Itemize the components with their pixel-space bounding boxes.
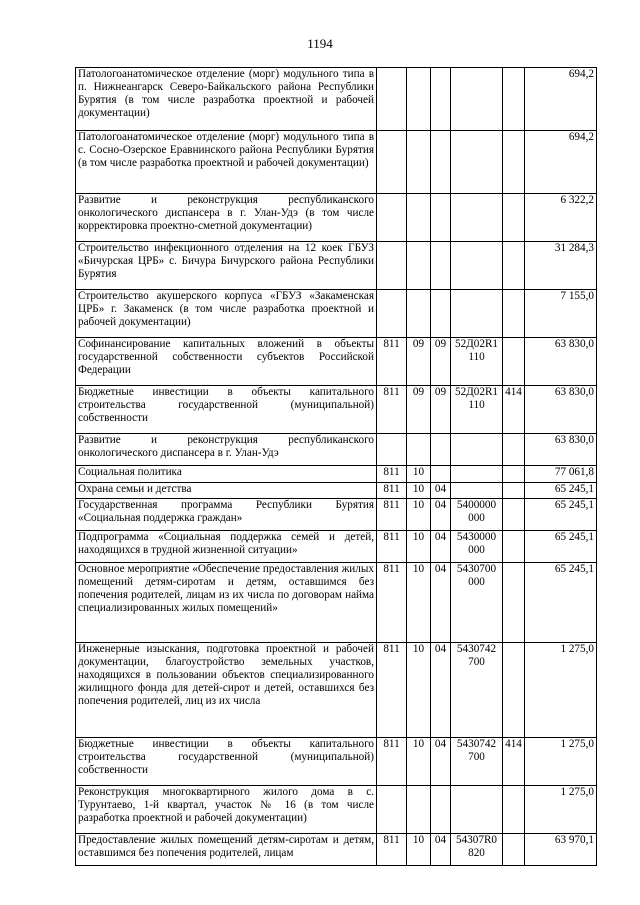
table-row	[76, 386, 597, 434]
row-gr-cell: 811	[377, 563, 407, 643]
row-vr-cell	[503, 290, 525, 338]
row-csr-cell	[451, 131, 503, 194]
table-row	[76, 738, 597, 786]
row-gr-cell	[377, 786, 407, 834]
table-row	[76, 786, 597, 834]
table-row	[76, 483, 597, 499]
table-row	[76, 531, 597, 563]
table-row	[76, 194, 597, 242]
table-row	[76, 643, 597, 738]
row-pr-cell	[431, 68, 451, 131]
budget-table-body	[76, 68, 597, 866]
row-gr-cell: 811	[377, 499, 407, 531]
row-csr-cell: 5400000 000	[451, 499, 503, 531]
row-csr-cell	[451, 290, 503, 338]
row-vr-cell: 414	[503, 386, 525, 434]
row-vr-cell	[503, 531, 525, 563]
row-pr-cell: 04	[431, 738, 451, 786]
row-pr-cell: 04	[431, 531, 451, 563]
row-rz-cell: 10	[407, 738, 431, 786]
row-rz-cell	[407, 68, 431, 131]
row-sum-cell: 694,2	[525, 131, 597, 194]
row-gr-cell: 811	[377, 834, 407, 866]
row-vr-cell	[503, 434, 525, 466]
row-gr-cell	[377, 434, 407, 466]
row-rz-cell: 10	[407, 499, 431, 531]
row-csr-cell	[451, 68, 503, 131]
row-sum-cell: 63 830,0	[525, 386, 597, 434]
row-csr-cell: 54307R0 820	[451, 834, 503, 866]
row-pr-cell: 04	[431, 499, 451, 531]
row-vr-cell	[503, 786, 525, 834]
row-sum-cell: 1 275,0	[525, 786, 597, 834]
row-gr-cell: 811	[377, 338, 407, 386]
row-pr-cell: 04	[431, 563, 451, 643]
row-gr-cell: 811	[377, 483, 407, 499]
row-vr-cell: 414	[503, 738, 525, 786]
row-rz-cell: 10	[407, 531, 431, 563]
row-pr-cell	[431, 131, 451, 194]
table-row	[76, 131, 597, 194]
row-gr-cell: 811	[377, 643, 407, 738]
table-row	[76, 499, 597, 531]
row-rz-cell: 10	[407, 483, 431, 499]
table-row	[76, 563, 597, 643]
row-pr-cell	[431, 786, 451, 834]
row-csr-cell: 52Д02R1 110	[451, 386, 503, 434]
row-csr-cell: 5430000 000	[451, 531, 503, 563]
row-name-cell: Инженерные изыскания, подготовка проектной и рабочей документации, благоустройство земельных участков, находящихся в пользовании объектов специализированного жилищного фонда для детей-сирот и детей, оставшихся без попечения родителей, лиц из их числа	[76, 643, 377, 738]
row-sum-cell: 63 970,1	[525, 834, 597, 866]
row-gr-cell	[377, 290, 407, 338]
row-gr-cell	[377, 194, 407, 242]
row-name-cell: Строительство инфекционного отделения на 12 коек ГБУЗ «Бичурская ЦРБ» с. Бичура Бичурского района Республики Бурятия	[76, 242, 377, 290]
row-sum-cell: 1 275,0	[525, 738, 597, 786]
row-name-cell: Патологоанатомическое отделение (морг) модульного типа в с. Сосно-Озерское Еравнинского района Республики Бурятия (в том числе разработка проектной и рабочей документации)	[76, 131, 377, 194]
row-pr-cell: 04	[431, 834, 451, 866]
row-pr-cell: 04	[431, 643, 451, 738]
row-name-cell: Патологоанатомическое отделение (морг) модульного типа в п. Нижнеангарск Северо-Байкальского района Республики Бурятия (в том числе разработка проектной и рабочей документации)	[76, 68, 377, 131]
row-name-cell: Реконструкция многоквартирного жилого дома в с. Турунтаево, 1-й квартал, участок № 16 (в том числе разработка проектной и рабочей документации)	[76, 786, 377, 834]
row-sum-cell: 65 245,1	[525, 499, 597, 531]
row-rz-cell: 09	[407, 386, 431, 434]
row-pr-cell	[431, 242, 451, 290]
row-sum-cell: 31 284,3	[525, 242, 597, 290]
row-sum-cell: 77 061,8	[525, 466, 597, 483]
row-rz-cell: 10	[407, 563, 431, 643]
row-name-cell: Охрана семьи и детства	[76, 483, 377, 499]
row-csr-cell	[451, 194, 503, 242]
row-name-cell: Софинансирование капитальных вложений в объекты государственной собственности субъектов Российской Федерации	[76, 338, 377, 386]
row-pr-cell	[431, 194, 451, 242]
row-name-cell: Развитие и реконструкция республиканского онкологического диспансера в г. Улан-Удэ (в том числе корректировка проектно-сметной документации)	[76, 194, 377, 242]
row-vr-cell	[503, 68, 525, 131]
row-csr-cell	[451, 483, 503, 499]
row-rz-cell	[407, 786, 431, 834]
row-csr-cell: 52Д02R1 110	[451, 338, 503, 386]
page-number: 1194	[307, 36, 333, 51]
row-csr-cell: 5430742 700	[451, 643, 503, 738]
row-sum-cell: 65 245,1	[525, 531, 597, 563]
row-sum-cell: 65 245,1	[525, 483, 597, 499]
row-name-cell: Бюджетные инвестиции в объекты капитального строительства государственной (муниципальной) собственности	[76, 386, 377, 434]
row-gr-cell: 811	[377, 466, 407, 483]
table-row	[76, 290, 597, 338]
row-vr-cell	[503, 242, 525, 290]
row-pr-cell	[431, 466, 451, 483]
row-pr-cell	[431, 434, 451, 466]
row-sum-cell: 65 245,1	[525, 563, 597, 643]
row-rz-cell: 10	[407, 466, 431, 483]
row-name-cell: Основное мероприятие «Обеспечение предоставления жилых помещений детям-сиротам и детям, оставшимся без попечения родителей, лицам из их числа по договорам найма специализированных жилых помещений»	[76, 563, 377, 643]
row-rz-cell: 10	[407, 643, 431, 738]
row-sum-cell: 1 275,0	[525, 643, 597, 738]
row-rz-cell	[407, 290, 431, 338]
row-pr-cell: 09	[431, 386, 451, 434]
row-vr-cell	[503, 194, 525, 242]
row-vr-cell	[503, 466, 525, 483]
row-sum-cell: 63 830,0	[525, 338, 597, 386]
row-gr-cell: 811	[377, 531, 407, 563]
row-name-cell: Социальная политика	[76, 466, 377, 483]
row-sum-cell: 694,2	[525, 68, 597, 131]
row-name-cell: Государственная программа Республики Бурятия «Социальная поддержка граждан»	[76, 499, 377, 531]
row-sum-cell: 7 155,0	[525, 290, 597, 338]
row-pr-cell	[431, 290, 451, 338]
row-name-cell: Подпрограмма «Социальная поддержка семей и детей, находящихся в трудной жизненной ситуации»	[76, 531, 377, 563]
row-gr-cell	[377, 68, 407, 131]
row-csr-cell	[451, 434, 503, 466]
row-pr-cell: 04	[431, 483, 451, 499]
table-row	[76, 434, 597, 466]
table-row	[76, 834, 597, 866]
row-gr-cell	[377, 131, 407, 194]
row-csr-cell	[451, 242, 503, 290]
row-csr-cell: 5430742 700	[451, 738, 503, 786]
row-gr-cell	[377, 242, 407, 290]
row-vr-cell	[503, 483, 525, 499]
row-vr-cell	[503, 834, 525, 866]
row-sum-cell: 63 830,0	[525, 434, 597, 466]
row-rz-cell	[407, 194, 431, 242]
row-name-cell: Развитие и реконструкция республиканского онкологического диспансера в г. Улан-Удэ	[76, 434, 377, 466]
table-row	[76, 466, 597, 483]
row-vr-cell	[503, 499, 525, 531]
table-row	[76, 68, 597, 131]
row-rz-cell	[407, 131, 431, 194]
row-vr-cell	[503, 338, 525, 386]
row-pr-cell: 09	[431, 338, 451, 386]
row-csr-cell: 5430700 000	[451, 563, 503, 643]
row-vr-cell	[503, 131, 525, 194]
row-rz-cell: 10	[407, 834, 431, 866]
row-gr-cell: 811	[377, 386, 407, 434]
row-sum-cell: 6 322,2	[525, 194, 597, 242]
budget-table	[75, 67, 597, 866]
row-rz-cell	[407, 434, 431, 466]
row-csr-cell	[451, 786, 503, 834]
row-name-cell: Строительство акушерского корпуса «ГБУЗ «Закаменская ЦРБ» г. Закаменск (в том числе разработка проектной и рабочей документации)	[76, 290, 377, 338]
table-row	[76, 242, 597, 290]
row-csr-cell	[451, 466, 503, 483]
row-rz-cell	[407, 242, 431, 290]
row-name-cell: Предоставление жилых помещений детям-сиротам и детям, оставшимся без попечения родителей, лицам	[76, 834, 377, 866]
table-row	[76, 338, 597, 386]
row-rz-cell: 09	[407, 338, 431, 386]
row-name-cell: Бюджетные инвестиции в объекты капитального строительства государственной (муниципальной) собственности	[76, 738, 377, 786]
row-vr-cell	[503, 643, 525, 738]
row-gr-cell: 811	[377, 738, 407, 786]
row-vr-cell	[503, 563, 525, 643]
